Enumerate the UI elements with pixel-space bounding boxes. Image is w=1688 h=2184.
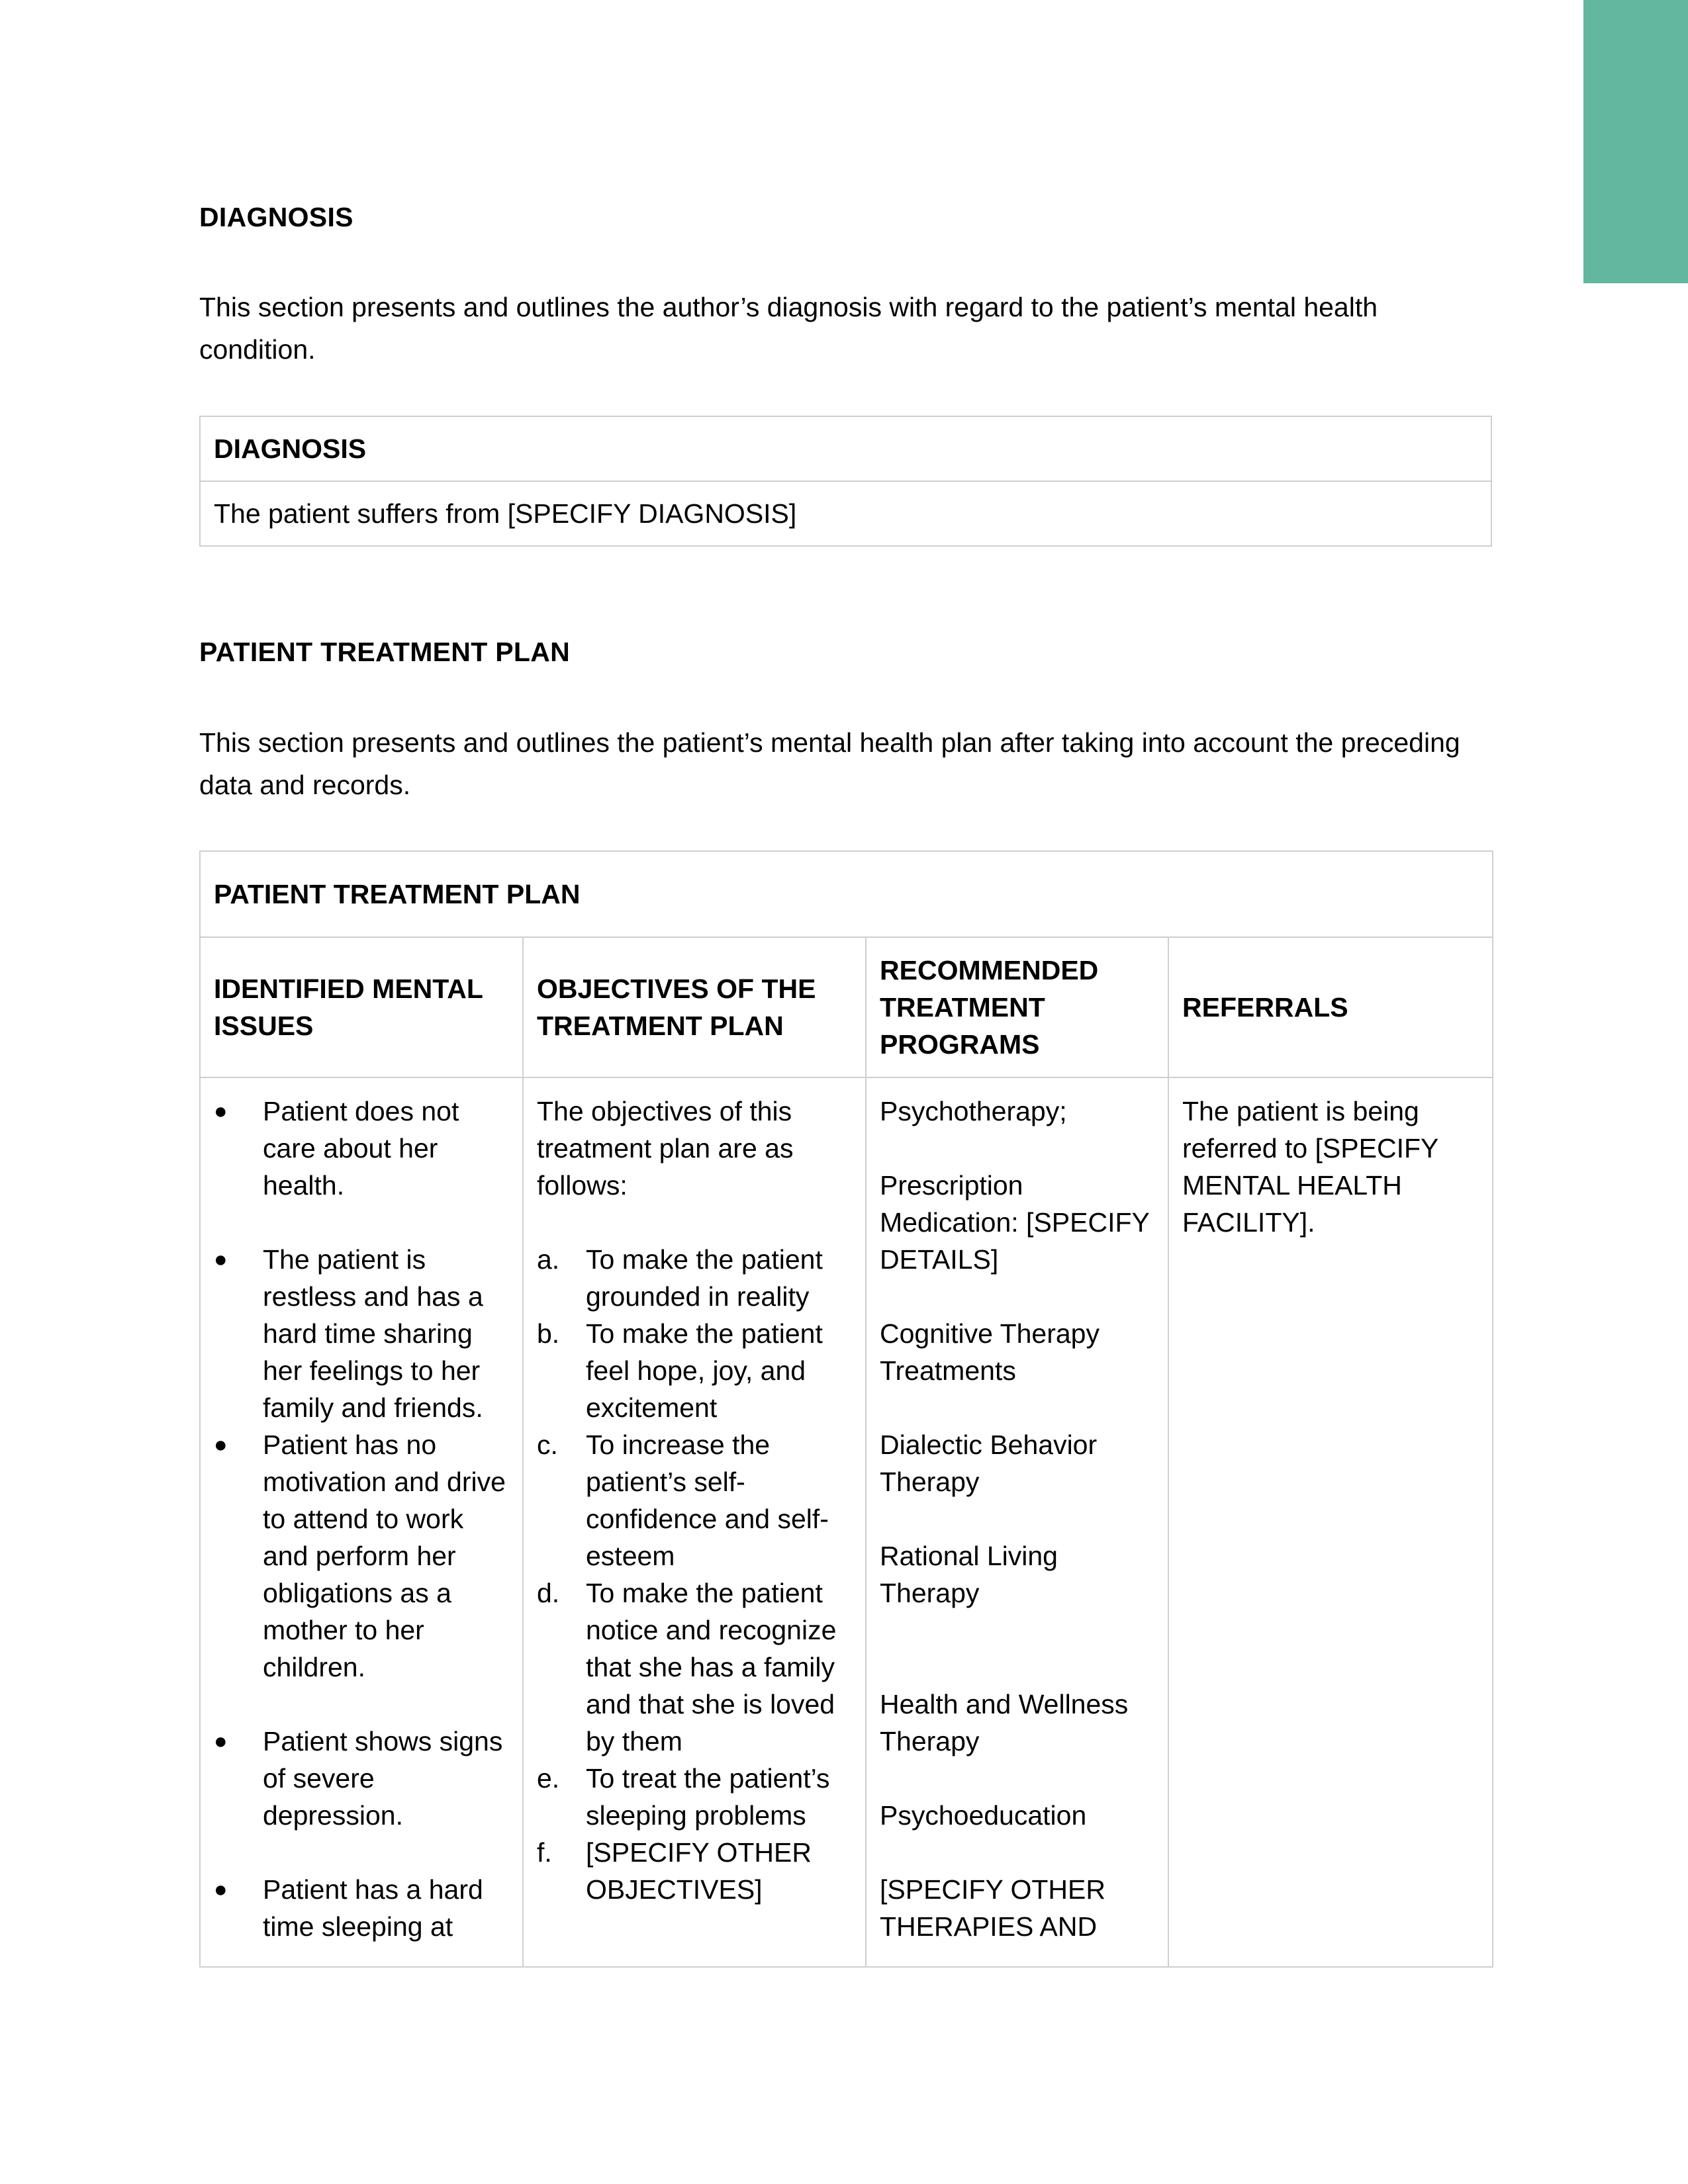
program-item: [SPECIFY OTHER THERAPIES AND	[880, 1874, 1105, 1942]
list-item: ● Patient shows signs of severe depression.	[214, 1723, 509, 1834]
column-header-programs: RECOMMENDED TREATMENT PROGRAMS	[866, 937, 1168, 1077]
list-item: d. To make the patient notice and recognize that she has a family and that she is loved by them	[537, 1578, 837, 1756]
list-item: ● Patient does not care about her health.	[214, 1093, 509, 1204]
diagnosis-table-header: DIAGNOSIS	[200, 416, 1491, 481]
column-header-referrals: REFERRALS	[1168, 937, 1493, 1077]
objectives-cell	[523, 1077, 866, 1967]
diagnosis-intro	[199, 286, 1491, 371]
program-item: Health and Wellness Therapy	[880, 1689, 1129, 1756]
diagnosis-heading: DIAGNOSIS	[199, 202, 353, 232]
bullet-icon: ●	[214, 1877, 228, 1902]
diagnosis-intro-line-2: condition.	[199, 334, 316, 365]
program-item: Dialectic Behavior Therapy	[880, 1430, 1098, 1497]
list-item: e. To treat the patient’s sleeping problems	[537, 1763, 830, 1831]
treatment-plan-table-title: PATIENT TREATMENT PLAN	[200, 851, 1493, 937]
list-item: f. [SPECIFY OTHER OBJECTIVES]	[537, 1837, 812, 1905]
list-item: b. To make the patient feel hope, joy, and excitement	[537, 1318, 823, 1423]
list-item: ● The patient is restless and has a hard time sharing her feelings to her family and friends.	[214, 1241, 509, 1426]
diagnosis-intro-line-1: This section presents and outlines the author’s diagnosis with regard to the patient’s mental health	[199, 292, 1378, 322]
bullet-icon: ●	[214, 1247, 228, 1272]
treatment-plan-table	[199, 850, 1493, 1968]
bullet-icon: ●	[214, 1432, 228, 1457]
column-header-issues: IDENTIFIED MENTAL ISSUES	[200, 937, 523, 1077]
programs-cell	[866, 1077, 1168, 1967]
objectives-intro: The objectives of this treatment plan are as follows:	[537, 1096, 794, 1201]
bullet-icon: ●	[214, 1729, 228, 1754]
treatment-plan-heading: PATIENT TREATMENT PLAN	[199, 637, 571, 667]
objectives-spacer	[537, 1204, 852, 1241]
program-item: Psychotherapy;	[880, 1096, 1067, 1126]
list-item: a. To make the patient grounded in reality	[537, 1244, 823, 1312]
referrals-cell	[1168, 1077, 1493, 1967]
issues-list	[214, 1093, 509, 1945]
diagnosis-table	[199, 416, 1492, 547]
program-item: Psychoeducation	[880, 1800, 1087, 1831]
accent-corner-bar	[1583, 0, 1688, 283]
objectives-list	[537, 1241, 852, 1908]
treatment-plan-intro	[199, 721, 1491, 806]
program-item: Cognitive Therapy Treatments	[880, 1318, 1100, 1386]
program-item: Prescription Medication: [SPECIFY DETAILS]	[880, 1170, 1150, 1275]
diagnosis-table-value: The patient suffers from [SPECIFY DIAGNOSIS]	[200, 481, 1491, 546]
bullet-icon: ●	[214, 1099, 228, 1124]
list-spacer	[214, 1686, 509, 1723]
referral-text: The patient is being referred to [SPECIFY MENTAL HEALTH FACILITY].	[1182, 1096, 1438, 1238]
list-spacer	[214, 1834, 509, 1871]
program-item: Rational Living Therapy	[880, 1541, 1058, 1608]
treatment-plan-intro-line-2: data and records.	[199, 770, 411, 800]
issues-cell	[200, 1077, 523, 1967]
list-item: ● Patient has no motivation and drive to attend to work and perform her obligations as a mother to her children.	[214, 1426, 509, 1686]
column-header-objectives: OBJECTIVES OF THE TREATMENT PLAN	[523, 937, 866, 1077]
treatment-plan-intro-line-1: This section presents and outlines the patient’s mental health plan after taking into account the preceding	[199, 727, 1460, 758]
list-item: ● Patient has a hard time sleeping at	[214, 1871, 509, 1945]
list-item: c. To increase the patient’s self-confidence and self-esteem	[537, 1430, 829, 1571]
list-spacer	[214, 1204, 509, 1241]
